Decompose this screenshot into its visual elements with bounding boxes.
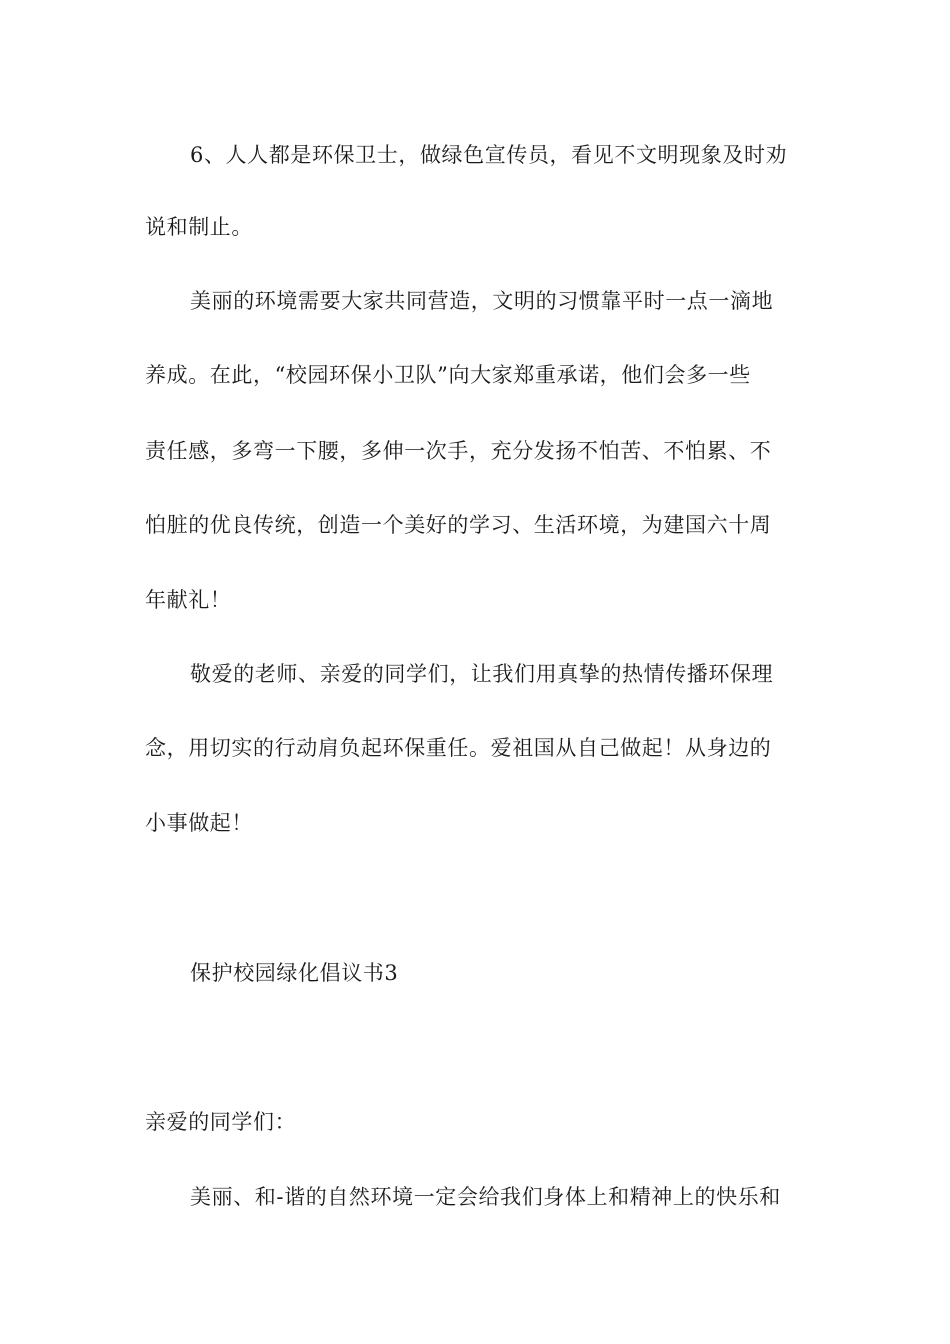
- text-line: 年献礼！: [145, 588, 232, 612]
- section-title: 保护校园绿化倡议书3: [190, 961, 399, 985]
- text-line: 6、人人都是环保卫士，做绿色宣传员，看见不文明现象及时劝: [190, 143, 788, 167]
- text-line: 怕脏的优良传统，创造一个美好的学习、生活环境，为建国六十周: [145, 513, 772, 537]
- text-line: 责任感，多弯一下腰，多伸一次手，充分发扬不怕苦、不怕累、不: [145, 439, 772, 463]
- salutation: 亲爱的同学们：: [145, 1110, 297, 1134]
- text-line: 美丽的环境需要大家共同营造，文明的习惯靠平时一点一滴地: [190, 289, 774, 313]
- text-line: 说和制止。: [145, 215, 253, 239]
- text-line: 小事做起！: [145, 811, 253, 835]
- text-line: 念，用切实的行动肩负起环保重任。爱祖国从自己做起！从身边的: [145, 736, 772, 760]
- text-line: 敬爱的老师、亲爱的同学们，让我们用真挚的热情传播环保理: [190, 662, 774, 686]
- text-line: 美丽、和-谐的自然环境一定会给我们身体上和精神上的快乐和: [190, 1185, 781, 1209]
- text-line: 养成。在此，“校园环保小卫队”向大家郑重承诺，他们会多一些: [145, 363, 751, 387]
